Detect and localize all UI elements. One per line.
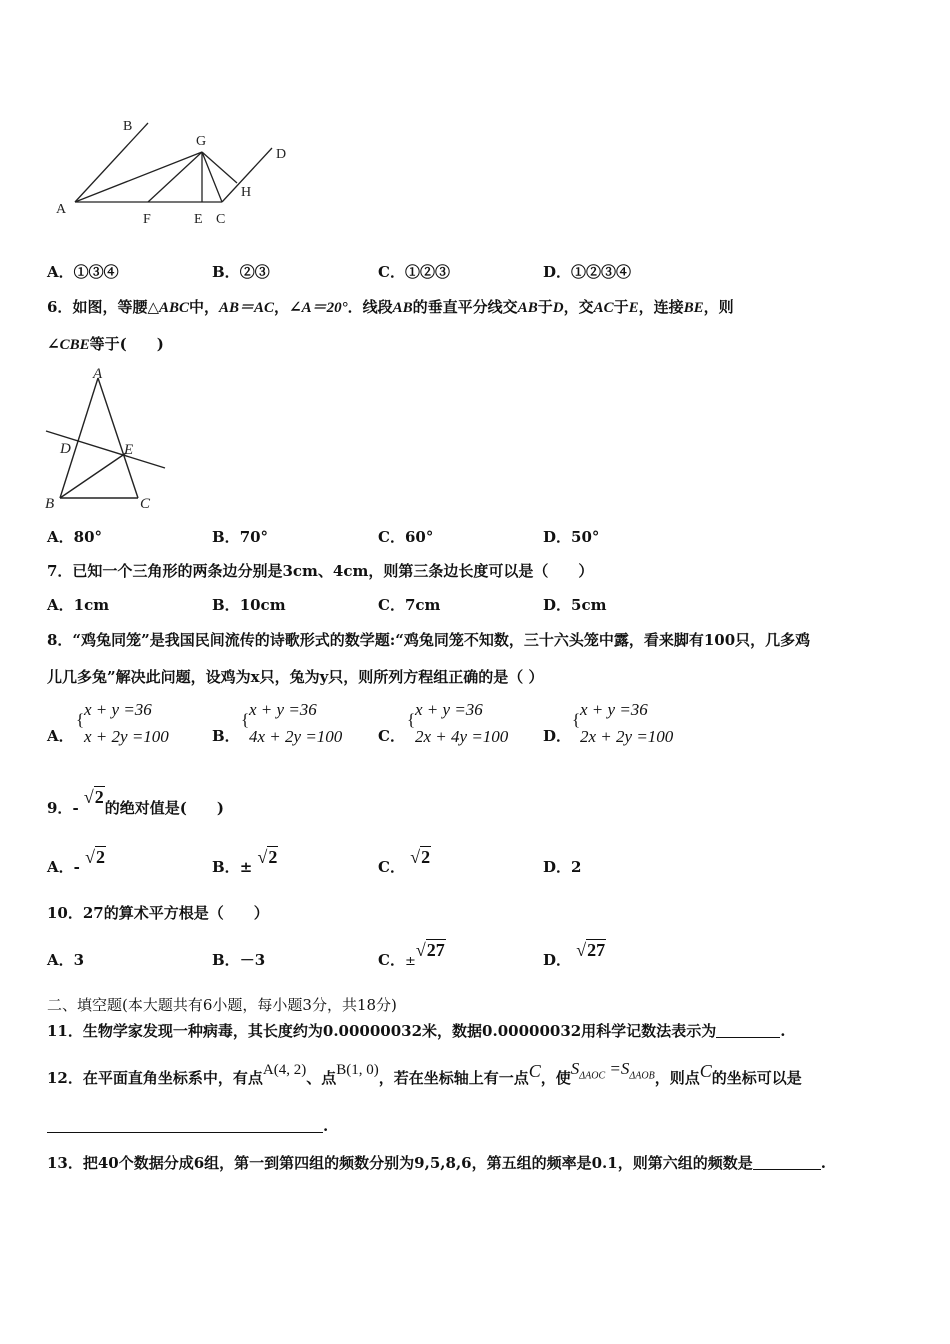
q5-option-b: B．②③ [212, 263, 270, 281]
segment-be [60, 453, 126, 498]
q5-option-a: A．①③④ [47, 263, 119, 281]
label-d: D [60, 441, 71, 457]
q5-option-d: D．①②③④ [543, 263, 632, 281]
q8-option-d-system: x + y =36 2x + 2y =100 [580, 700, 674, 746]
q8-option-b-system: x + y =36 4x + 2y =100 [249, 700, 343, 746]
q8-option-c-system: x + y =36 2x + 4y =100 [415, 700, 509, 746]
label-e: E [194, 212, 203, 227]
question-6-line-1: 6．如图，等腰△ABC中，AB＝AC，∠A＝20°．线段AB的垂直平分线交AB于D，交AC于E，连接BE，则 [47, 298, 734, 316]
q8-option-b-letter: B． [212, 727, 240, 745]
q8-option-d-brace: { [572, 710, 581, 729]
q5-option-c: C．①②③ [378, 263, 450, 281]
label-f: F [143, 212, 151, 227]
q6-option-c: C．60° [378, 528, 434, 546]
question-12-line-1: 12．在平面直角坐标系中，有点A(4, 2)、点B(1, 0)，若在坐标轴上有一点C，使$S_{\Delta AOC} =S_{\Delta AOB}$，则点C的坐标可以是 [47, 1059, 802, 1087]
label-a: A [93, 366, 103, 382]
q7-option-c: C．7cm [378, 596, 441, 614]
label-c: C [140, 496, 151, 512]
q10-option-a: A．3 [47, 951, 85, 969]
question-8-line-1: 8．“鸡兔同笼”是我国民间流传的诗歌形式的数学题:“鸡兔同笼不知数，三十六头笼中露，看来脚有100只，几多鸡 [47, 631, 811, 649]
figure-q5 [40, 110, 310, 235]
side-ab [60, 378, 98, 498]
q6-option-b: B．70° [212, 528, 269, 546]
q10-option-d: D． √27 [543, 940, 606, 969]
section-2-title: 二、填空题(本大题共有6小题，每小题3分，共18分) [47, 996, 397, 1014]
q9-option-d: D．2 [543, 858, 582, 876]
question-8-line-2: 儿几多兔”解决此问题，设鸡为x只，兔为y只，则所列方程组正确的是（ ） [47, 668, 544, 686]
question-9: 9．- √2的绝对值是( ) [47, 787, 224, 817]
q8-option-a-letter: A． [47, 727, 74, 745]
q10-option-b: B．－3 [212, 951, 266, 969]
segment-ag [75, 152, 202, 202]
segment-fg [148, 152, 202, 202]
q8-option-a-brace: { [76, 710, 85, 729]
question-12-line-2: . [47, 1117, 328, 1135]
label-c: C [216, 212, 226, 227]
q7-option-d: D．5cm [543, 596, 607, 614]
sqrt-2: √2 [83, 787, 104, 807]
question-7: 7．已知一个三角形的两条边分别是3cm、4cm，则第三条边长度可以是（ ） [47, 562, 594, 580]
label-h: H [241, 185, 252, 200]
label-a: A [56, 202, 67, 217]
q9-option-c: C． √2 [378, 847, 431, 876]
q9-option-b: B．± √2 [212, 847, 278, 876]
question-11: 11．生物学家发现一种病毒，其长度约为0.00000032米，数据0.00000032用科学记数法表示为 . [47, 1022, 786, 1040]
q7-option-b: B．10cm [212, 596, 286, 614]
question-13: 13．把40个数据分成6组，第一到第四组的频数分别为9,5,8,6，第五组的频率是0.1，则第六组的频数是 . [47, 1154, 826, 1172]
q9-option-a: A．- √2 [47, 847, 105, 876]
q8-option-c-letter: C． [378, 727, 405, 745]
answer-blank[interactable] [716, 1023, 780, 1038]
q8-option-b-brace: { [241, 710, 250, 729]
label-b: B [45, 496, 55, 512]
label-e: E [124, 442, 134, 458]
q6-option-d: D．50° [543, 528, 600, 546]
q8-option-c-brace: { [407, 710, 416, 729]
q6-option-a: A．80° [47, 528, 103, 546]
answer-blank[interactable] [753, 1155, 821, 1170]
segment-gh [202, 152, 237, 183]
side-ac [98, 378, 138, 498]
q7-option-a: A．1cm [47, 596, 110, 614]
question-6-line-2: ∠CBE等于( ) [47, 335, 164, 353]
label-d: D [276, 147, 287, 162]
q8-option-d-letter: D． [543, 727, 572, 745]
answer-blank[interactable] [47, 1118, 323, 1133]
figure-q6 [40, 363, 175, 513]
label-b: B [123, 119, 133, 134]
label-g: G [196, 134, 207, 149]
segment-ab [75, 123, 148, 202]
q10-option-c: C．±√27 [378, 940, 445, 969]
question-10: 10．27的算术平方根是（ ） [47, 904, 269, 922]
segment-gc [202, 152, 222, 202]
q8-option-a-system: x + y =36 x + 2y =100 [84, 700, 169, 746]
